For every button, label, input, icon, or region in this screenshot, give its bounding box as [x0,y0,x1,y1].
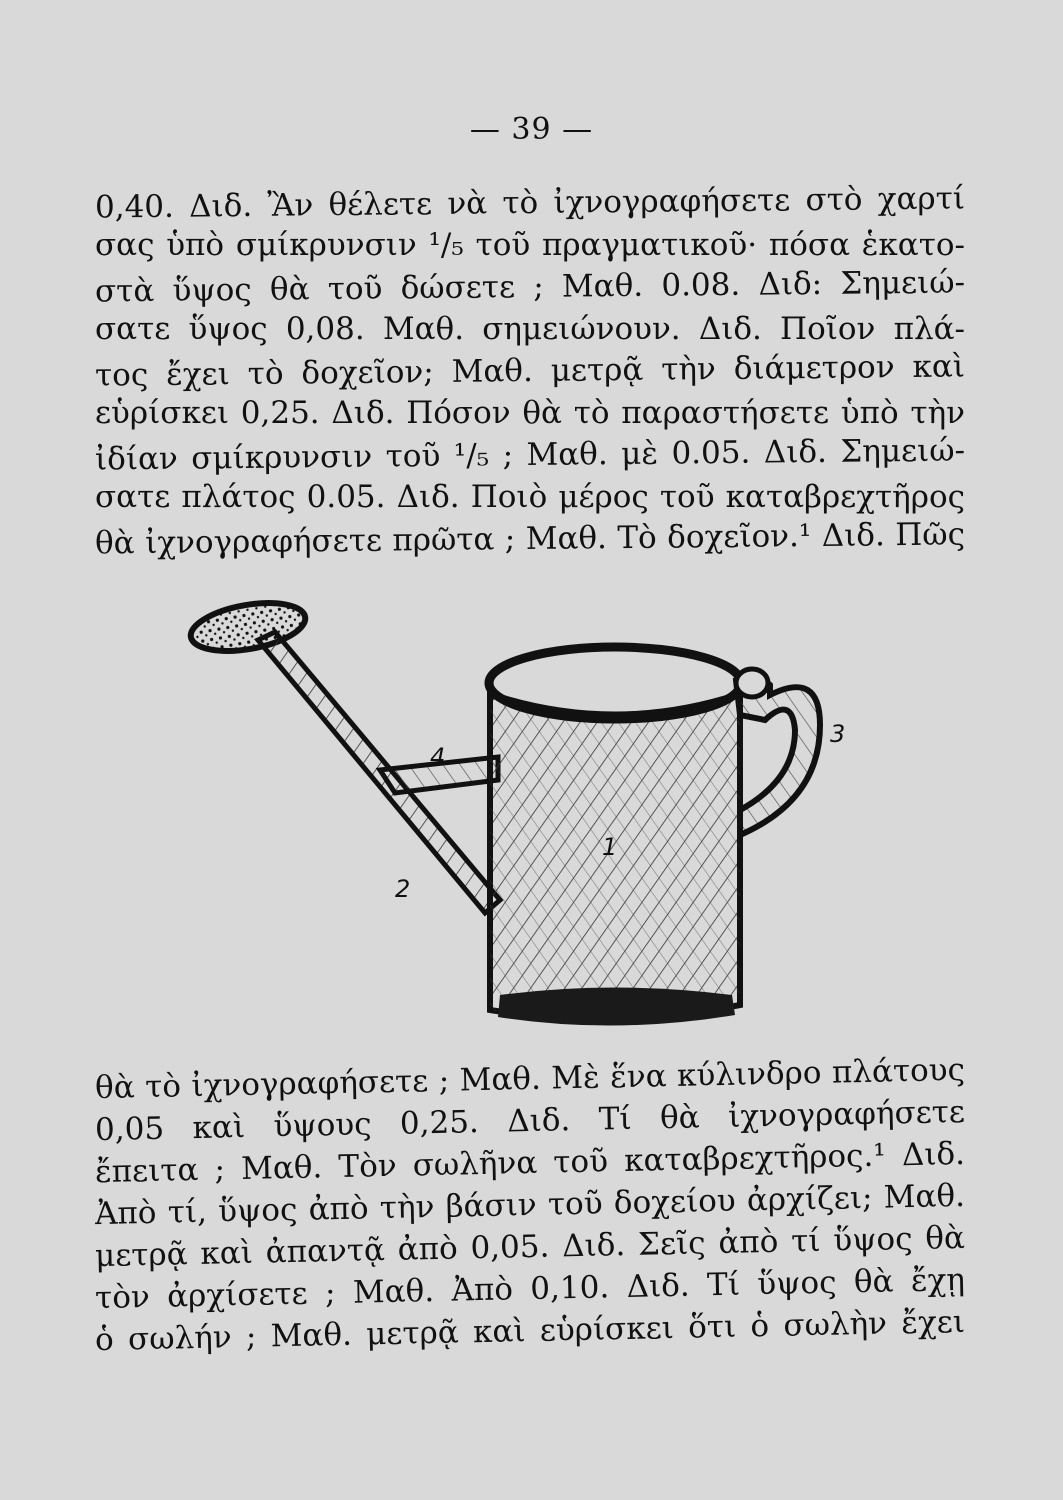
paragraph-top [95,182,965,560]
text-line: σας ὑπὸ σμίκρυνσιν ¹/₅ τοῦ πραγματικοῦ· πόσα ἑκατο- [95,227,965,263]
paragraph-bottom [94,1051,966,1359]
text-line: ἔπειτα ; Μαθ. Τὸν σωλῆνα τοῦ καταβρεχτῆρος.¹ Διδ. [94,1135,966,1191]
watering-can-drawing [180,585,860,1035]
page-number: — 39 — [469,112,594,147]
watering-can-figure [180,585,860,1035]
text-line: ἰδίαν σμίκρυνσιν τοῦ ¹/₅ ; Μαθ. μὲ 0.05. Διδ. Σημειώ- [94,432,966,478]
label-spout: 2 [395,875,411,903]
text-line: 0,05 καὶ ὕψους 0,25. Διδ. Τί θὰ ἰχνογραφήσετε [94,1093,966,1149]
label-handle: 3 [830,720,846,748]
text-line: τὸν ἀρχίσετε ; Μαθ. Ἀπὸ 0,10. Διδ. Τί ὕψος θὰ ἔχῃ [94,1261,966,1317]
text-line: τος ἔχει τὸ δοχεῖον; Μαθ. μετρᾷ τὴν διάμετρον καὶ [94,348,966,394]
text-line: ὁ σωλήν ; Μαθ. μετρᾷ καὶ εὑρίσκει ὅτι ὁ σωλὴν ἔχει [94,1303,966,1359]
text-line: θὰ ἰχνογραφήσετε πρῶτα ; Μαθ. Τὸ δοχεῖον.¹ Διδ. Πῶς [94,516,966,562]
text-line: μετρᾷ καὶ ἀπαντᾷ ἀπὸ 0,05. Διδ. Σεῖς ἀπὸ τί ὕψος θὰ [94,1219,966,1275]
text-line: Ἀπὸ τί, ὕψος ἀπὸ τὴν βάσιν τοῦ δοχείου ἀρχίζει; Μαθ. [94,1177,966,1233]
label-body: 1 [602,833,618,861]
text-line: θὰ τὸ ἰχνογραφήσετε ; Μαθ. Μὲ ἕνα κύλινδρο πλάτους [94,1051,966,1107]
text-line: 0,40. Διδ. Ἂν θέλετε νὰ τὸ ἰχνογραφήσετε στὸ χαρτί [94,180,966,226]
text-line: σατε ὕψος 0,08. Μαθ. σημειώνουν. Διδ. Ποῖον πλά- [95,311,965,347]
label-brace: 4 [430,743,446,771]
text-line: εὑρίσκει 0,25. Διδ. Πόσον θὰ τὸ παραστήσετε ὑπὸ τὴν [95,395,965,431]
handle [736,669,820,835]
text-line: στὰ ὕψος θὰ τοῦ δώσετε ; Μαθ. 0.08. Διδ: Σημειώ- [94,264,966,310]
text-line: σατε πλάτος 0.05. Διδ. Ποιὸ μέρος τοῦ καταβρεχτῆρος [95,479,965,515]
